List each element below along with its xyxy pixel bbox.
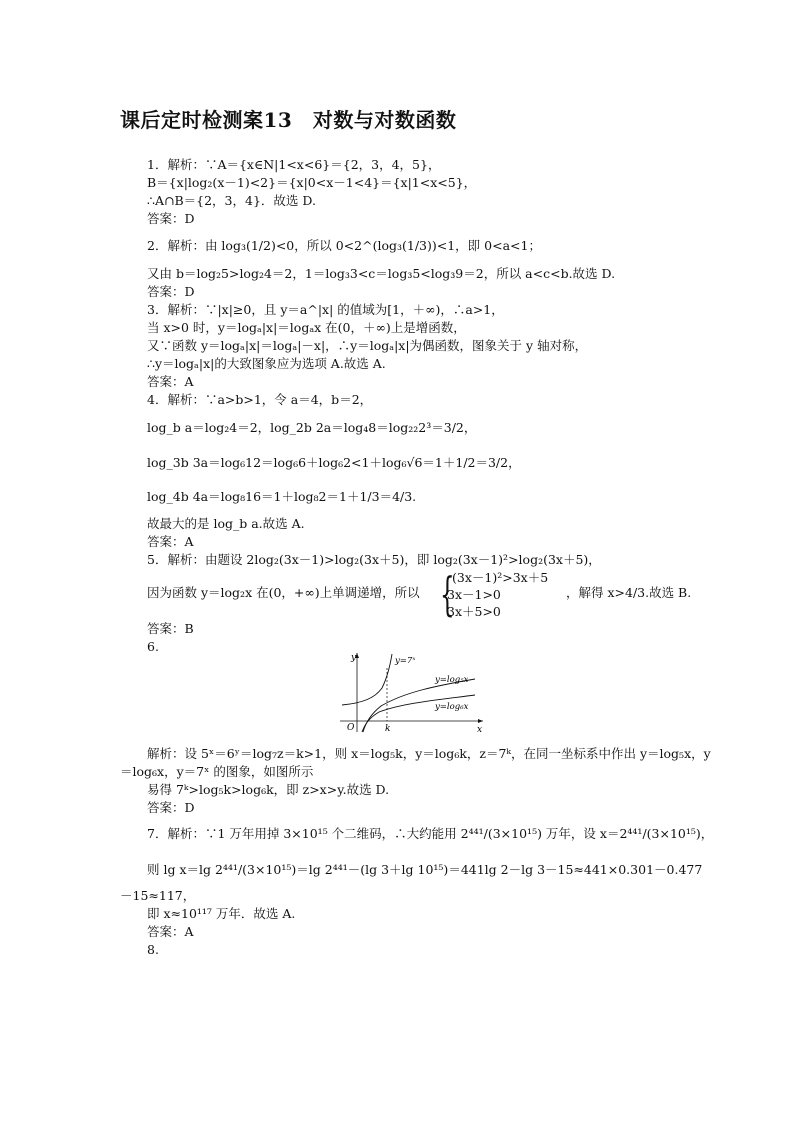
text-line: 答案：D xyxy=(147,284,195,299)
curve-log6-label: y=log₆x xyxy=(435,702,469,712)
text-line: 解析：设 5ˣ＝6ʸ＝log₇z＝k>1，则 x＝log₅k，y＝log₆k，z＝7ᵏ，在同一坐标系中作出 y＝log₅x，y xyxy=(147,746,711,761)
text-line: 8. xyxy=(147,942,159,957)
text-line: log_3b 3a＝log₆12＝log₆6＋log₆2<1＋log₆√6＝1＋1/2＝3/2， xyxy=(147,455,521,470)
text-line: log_4b 4a＝log₈16＝1＋log₈2＝1＋1/3＝4/3. xyxy=(147,489,417,504)
y-axis-label: y xyxy=(351,653,357,663)
curve-exp xyxy=(342,654,392,705)
text-line: 5．解析：由题设 2log₂(3x－1)>log₂(3x＋5)，即 log₂(3x－1)²>log₂(3x＋5)， xyxy=(147,552,601,567)
text-line: 即 x≈10¹¹⁷ 万年．故选 A. xyxy=(147,906,296,921)
text-line: 又由 b＝log₂5>log₂4＝2，1＝log₃3<c＝log₃5<log₃9＝2，所以 a<c<b.故选 D. xyxy=(147,266,616,281)
text-line: 当 x>0 时，y＝logₐ|x|＝logₐx 在(0，＋∞)上是增函数， xyxy=(147,320,466,335)
text-line: 因为函数 y＝log₂x 在(0，+∞)上单调递增，所以 xyxy=(147,585,420,600)
text-line: 则 lg x＝lg 2⁴⁴¹/(3×10¹⁵)＝lg 2⁴⁴¹－(lg 3＋lg 10¹⁵)＝441lg 2－lg 3－15≈441×0.301－0.477 xyxy=(147,862,703,877)
text-line: ＝log₆x，y＝7ˣ 的图象，如图所示 xyxy=(120,764,314,779)
text-line: 7．解析：∵1 万年用掉 3×10¹⁵ 个二维码，∴大约能用 2⁴⁴¹/(3×10¹⁵) 万年，设 x＝2⁴⁴¹/(3×10¹⁵)， xyxy=(147,826,714,841)
k-label: k xyxy=(385,724,391,734)
system-row: 3x－1>0 xyxy=(447,587,501,602)
system-brace: { xyxy=(440,567,455,621)
text-line: －15≈117， xyxy=(120,888,196,903)
text-line: 答案：A xyxy=(147,534,194,549)
x-axis-label: x xyxy=(477,725,483,734)
text-line: 答案：D xyxy=(147,211,195,226)
text-line: 答案：B xyxy=(147,621,194,636)
text-line: 答案：A xyxy=(147,374,194,389)
text-line: 6. xyxy=(147,639,159,654)
text-line: 4．解析：∵a>b>1，令 a＝4，b＝2， xyxy=(147,392,373,407)
text-line: ∴A∩B＝{2，3，4}．故选 D. xyxy=(147,193,316,208)
text-line: 故最大的是 log_b a.故选 A. xyxy=(147,516,305,531)
text-line: log_b a＝log₂4＝2，log_2b 2a＝log₄8＝log₂₂2³＝3/2， xyxy=(147,420,477,435)
text-line: 答案：D xyxy=(147,800,195,815)
text-line: 易得 7ᵏ>log₅k>log₆k，即 z>x>y.故选 D. xyxy=(147,782,390,797)
text-line: 又∵函数 y＝logₐ|x|＝logₐ|－x|，∴y＝logₐ|x|为偶函数，图象关于 y 轴对称， xyxy=(147,338,588,353)
curve-exp-label: y=7ˣ xyxy=(395,656,416,666)
origin-label: O xyxy=(347,723,355,733)
text-line: 答案：A xyxy=(147,924,194,939)
page-title: 课后定时检测案13 对数与对数函数 xyxy=(120,108,457,132)
text-line: ∴y＝logₐ|x|的大致图象应为选项 A.故选 A. xyxy=(147,356,386,371)
curve-log6 xyxy=(362,695,475,732)
text-line: 2．解析：由 log₃(1/2)<0，所以 0<2^(log₃(1/3))<1，即 0<a<1； xyxy=(147,238,541,253)
curve-log5-label: y=log₅x xyxy=(435,675,469,685)
x-axis-arrow xyxy=(478,719,483,723)
text-line: 3．解析：∵|x|≥0，且 y＝a^|x| 的值域为[1，＋∞)，∴a>1， xyxy=(147,302,504,317)
text-line: 1．解析：∵A＝{x∈N|1<x<6}＝{2，3，4，5}， xyxy=(147,157,441,172)
text-line: ，解得 x>4/3.故选 B. xyxy=(566,585,692,600)
system-row: (3x－1)²>3x＋5 xyxy=(452,570,549,585)
text-line: B＝{x|log₂(x－1)<2}＝{x|0<x－1<4}＝{x|1<x<5}， xyxy=(147,175,477,190)
function-graph xyxy=(335,648,490,734)
system-row: 3x＋5>0 xyxy=(447,604,501,619)
